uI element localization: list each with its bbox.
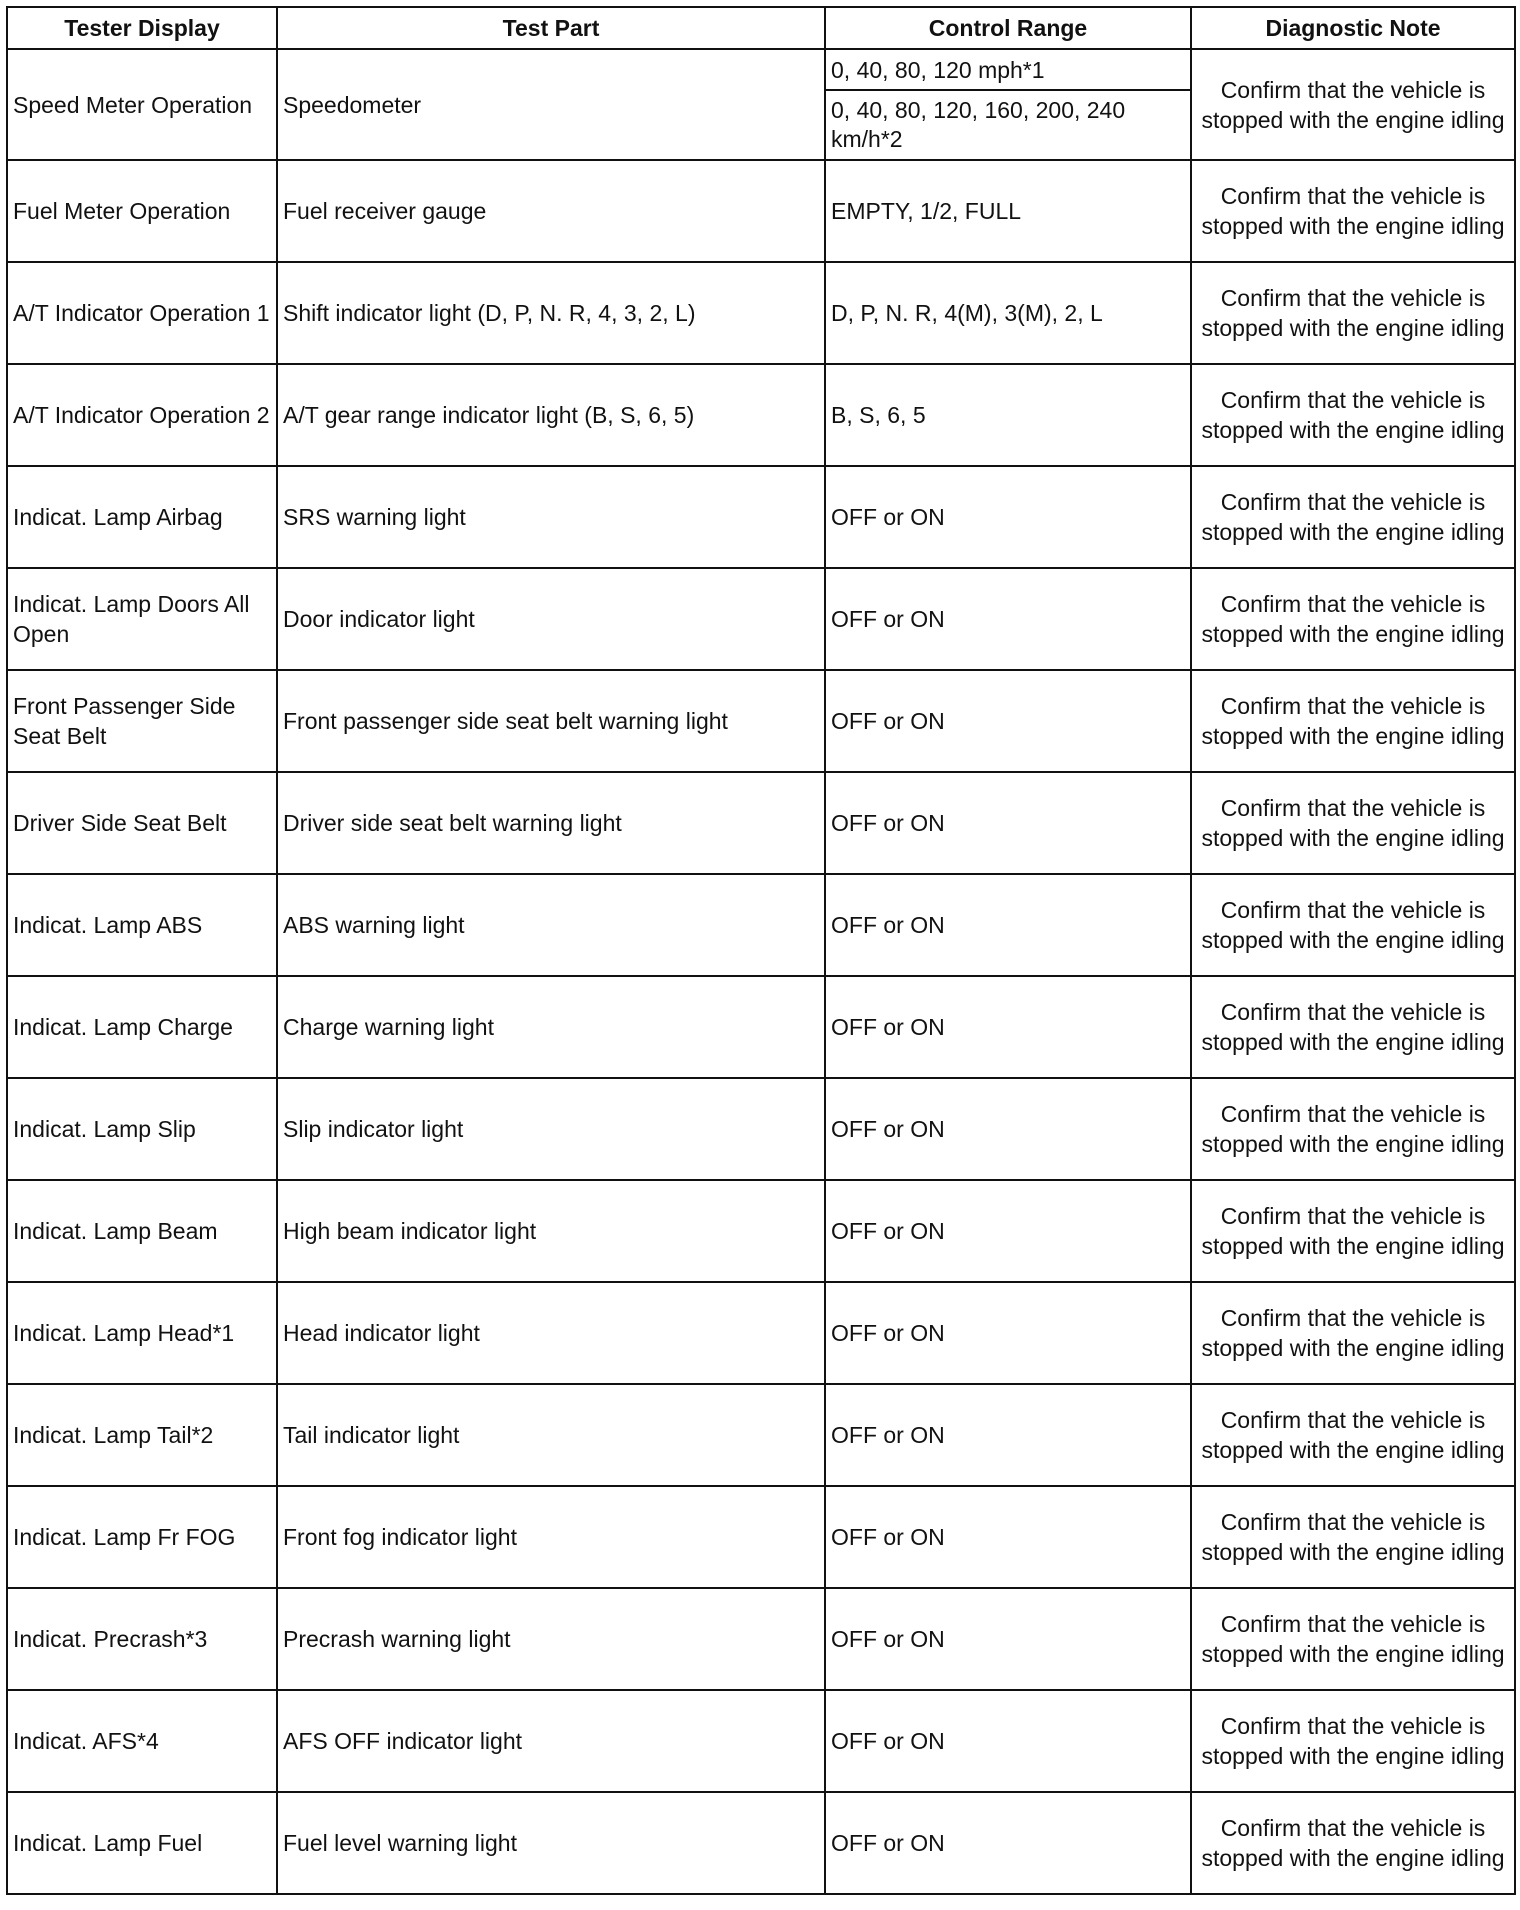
cell-tester-display: Indicat. Lamp Slip bbox=[7, 1078, 277, 1180]
cell-tester-display: Indicat. Lamp Charge bbox=[7, 976, 277, 1078]
cell-tester-display: Indicat. Lamp Airbag bbox=[7, 466, 277, 568]
table-row bbox=[7, 670, 1515, 772]
cell-tester-display: Fuel Meter Operation bbox=[7, 160, 277, 262]
cell-diagnostic-note: Confirm that the vehicle is stopped with the engine idling bbox=[1191, 364, 1515, 466]
table-row bbox=[7, 49, 1515, 90]
cell-diagnostic-note: Confirm that the vehicle is stopped with the engine idling bbox=[1191, 976, 1515, 1078]
cell-diagnostic-note: Confirm that the vehicle is stopped with the engine idling bbox=[1191, 1384, 1515, 1486]
cell-control-range: OFF or ON bbox=[825, 772, 1191, 874]
cell-test-part: Front passenger side seat belt warning light bbox=[277, 670, 825, 772]
cell-test-part: SRS warning light bbox=[277, 466, 825, 568]
cell-control-range: 0, 40, 80, 120 mph*1 bbox=[825, 49, 1191, 90]
cell-diagnostic-note: Confirm that the vehicle is stopped with the engine idling bbox=[1191, 160, 1515, 262]
cell-diagnostic-note: Confirm that the vehicle is stopped with the engine idling bbox=[1191, 1282, 1515, 1384]
cell-test-part: High beam indicator light bbox=[277, 1180, 825, 1282]
cell-control-range: OFF or ON bbox=[825, 874, 1191, 976]
cell-control-range: OFF or ON bbox=[825, 1384, 1191, 1486]
table-row bbox=[7, 262, 1515, 364]
table-row bbox=[7, 1690, 1515, 1792]
table-row bbox=[7, 1588, 1515, 1690]
table-row bbox=[7, 874, 1515, 976]
cell-diagnostic-note: Confirm that the vehicle is stopped with the engine idling bbox=[1191, 568, 1515, 670]
header-control-range: Control Range bbox=[825, 7, 1191, 49]
table-row bbox=[7, 1384, 1515, 1486]
cell-diagnostic-note: Confirm that the vehicle is stopped with the engine idling bbox=[1191, 772, 1515, 874]
cell-test-part: Fuel level warning light bbox=[277, 1792, 825, 1894]
cell-control-range: OFF or ON bbox=[825, 1588, 1191, 1690]
cell-tester-display: Indicat. Lamp Tail*2 bbox=[7, 1384, 277, 1486]
cell-control-range: OFF or ON bbox=[825, 1078, 1191, 1180]
table-row bbox=[7, 364, 1515, 466]
cell-tester-display: Indicat. Lamp Fuel bbox=[7, 1792, 277, 1894]
cell-diagnostic-note: Confirm that the vehicle is stopped with the engine idling bbox=[1191, 49, 1515, 160]
cell-test-part: Head indicator light bbox=[277, 1282, 825, 1384]
cell-diagnostic-note: Confirm that the vehicle is stopped with the engine idling bbox=[1191, 670, 1515, 772]
cell-control-range: OFF or ON bbox=[825, 976, 1191, 1078]
table-row bbox=[7, 1792, 1515, 1894]
cell-diagnostic-note: Confirm that the vehicle is stopped with the engine idling bbox=[1191, 1180, 1515, 1282]
cell-control-range: OFF or ON bbox=[825, 568, 1191, 670]
header-row bbox=[7, 7, 1515, 49]
table-row bbox=[7, 1282, 1515, 1384]
cell-diagnostic-note: Confirm that the vehicle is stopped with the engine idling bbox=[1191, 466, 1515, 568]
cell-tester-display: Indicat. AFS*4 bbox=[7, 1690, 277, 1792]
cell-control-range: B, S, 6, 5 bbox=[825, 364, 1191, 466]
cell-control-range: OFF or ON bbox=[825, 466, 1191, 568]
cell-test-part: Front fog indicator light bbox=[277, 1486, 825, 1588]
table-row bbox=[7, 568, 1515, 670]
cell-control-range: EMPTY, 1/2, FULL bbox=[825, 160, 1191, 262]
cell-tester-display: Speed Meter Operation bbox=[7, 49, 277, 160]
cell-control-range: OFF or ON bbox=[825, 1180, 1191, 1282]
cell-test-part: AFS OFF indicator light bbox=[277, 1690, 825, 1792]
table-row bbox=[7, 466, 1515, 568]
cell-tester-display: Indicat. Lamp Doors All Open bbox=[7, 568, 277, 670]
header-diagnostic-note: Diagnostic Note bbox=[1191, 7, 1515, 49]
cell-test-part: Precrash warning light bbox=[277, 1588, 825, 1690]
cell-tester-display: Driver Side Seat Belt bbox=[7, 772, 277, 874]
cell-tester-display: Front Passenger Side Seat Belt bbox=[7, 670, 277, 772]
cell-control-range: OFF or ON bbox=[825, 1486, 1191, 1588]
cell-test-part: Fuel receiver gauge bbox=[277, 160, 825, 262]
cell-diagnostic-note: Confirm that the vehicle is stopped with the engine idling bbox=[1191, 1792, 1515, 1894]
cell-diagnostic-note: Confirm that the vehicle is stopped with the engine idling bbox=[1191, 874, 1515, 976]
table-row bbox=[7, 1486, 1515, 1588]
cell-tester-display: Indicat. Lamp Head*1 bbox=[7, 1282, 277, 1384]
cell-diagnostic-note: Confirm that the vehicle is stopped with the engine idling bbox=[1191, 1078, 1515, 1180]
table-row bbox=[7, 1078, 1515, 1180]
cell-test-part: Charge warning light bbox=[277, 976, 825, 1078]
cell-test-part: Speedometer bbox=[277, 49, 825, 160]
cell-tester-display: Indicat. Lamp ABS bbox=[7, 874, 277, 976]
table-row bbox=[7, 1180, 1515, 1282]
cell-test-part: Driver side seat belt warning light bbox=[277, 772, 825, 874]
cell-tester-display: Indicat. Lamp Fr FOG bbox=[7, 1486, 277, 1588]
cell-control-range: OFF or ON bbox=[825, 670, 1191, 772]
table-row bbox=[7, 772, 1515, 874]
cell-test-part: Door indicator light bbox=[277, 568, 825, 670]
cell-diagnostic-note: Confirm that the vehicle is stopped with the engine idling bbox=[1191, 262, 1515, 364]
cell-test-part: Slip indicator light bbox=[277, 1078, 825, 1180]
cell-test-part: Shift indicator light (D, P, N. R, 4, 3, 2, L) bbox=[277, 262, 825, 364]
cell-diagnostic-note: Confirm that the vehicle is stopped with the engine idling bbox=[1191, 1588, 1515, 1690]
table-row bbox=[7, 160, 1515, 262]
active-test-table bbox=[6, 6, 1516, 1895]
cell-tester-display: A/T Indicator Operation 2 bbox=[7, 364, 277, 466]
cell-control-range: OFF or ON bbox=[825, 1690, 1191, 1792]
cell-control-range: D, P, N. R, 4(M), 3(M), 2, L bbox=[825, 262, 1191, 364]
table-row bbox=[7, 976, 1515, 1078]
cell-test-part: A/T gear range indicator light (B, S, 6, 5) bbox=[277, 364, 825, 466]
table-body bbox=[7, 49, 1515, 1894]
cell-tester-display: Indicat. Precrash*3 bbox=[7, 1588, 277, 1690]
cell-tester-display: Indicat. Lamp Beam bbox=[7, 1180, 277, 1282]
cell-diagnostic-note: Confirm that the vehicle is stopped with the engine idling bbox=[1191, 1486, 1515, 1588]
cell-diagnostic-note: Confirm that the vehicle is stopped with the engine idling bbox=[1191, 1690, 1515, 1792]
header-tester-display: Tester Display bbox=[7, 7, 277, 49]
cell-test-part: ABS warning light bbox=[277, 874, 825, 976]
cell-control-range: OFF or ON bbox=[825, 1282, 1191, 1384]
header-test-part: Test Part bbox=[277, 7, 825, 49]
cell-control-range: 0, 40, 80, 120, 160, 200, 240 km/h*2 bbox=[825, 90, 1191, 160]
active-test-table-sheet bbox=[6, 6, 1514, 1895]
cell-control-range: OFF or ON bbox=[825, 1792, 1191, 1894]
cell-test-part: Tail indicator light bbox=[277, 1384, 825, 1486]
cell-tester-display: A/T Indicator Operation 1 bbox=[7, 262, 277, 364]
